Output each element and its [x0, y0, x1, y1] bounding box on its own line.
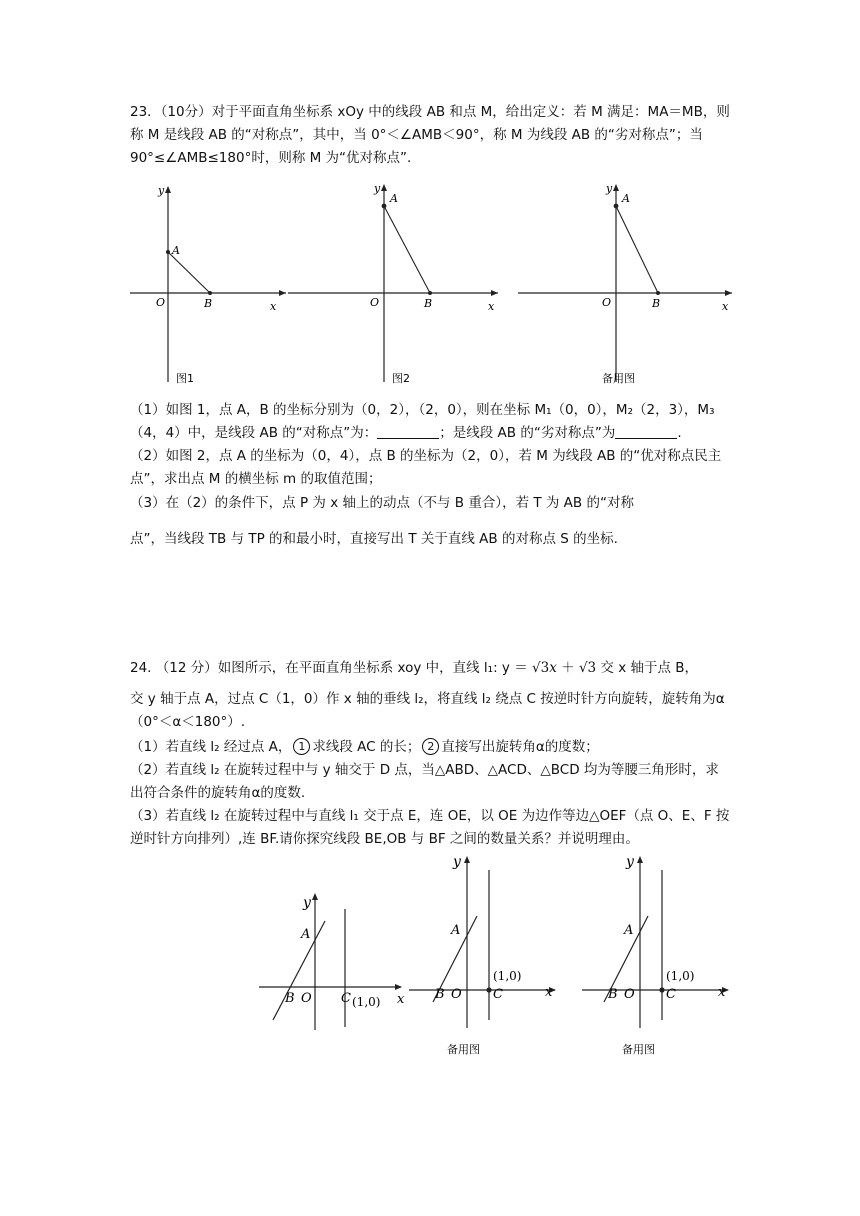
point-c-label: C [666, 987, 676, 1002]
point-b-label: B [204, 297, 213, 310]
origin-label: O [624, 987, 635, 1002]
point-a-label: A [451, 923, 461, 938]
q24-part2: （2）若直线 l₂ 在旋转过程中与 y 轴交于 D 点，当△ABD、△ACD、△BCD 均为等腰三角形时，求出符合条件的旋转角α的度数. [130, 762, 719, 801]
y-axis-label: y [626, 854, 634, 870]
figure-caption: 备用图 [602, 372, 635, 385]
q24-part1 [130, 736, 730, 759]
point-a-label: A [390, 192, 398, 205]
plus-sign: ＋ [556, 660, 579, 676]
figure-caption: 图2 [392, 372, 410, 385]
q24-line2: 交 y 轴于点 A，过点 C（1，0）作 x 轴的垂线 l₂，将直线 l₂ 绕点 C 按逆时针方向旋转，旋转角为α（0°＜α＜180°）. [130, 691, 725, 730]
point-b-label: B [424, 297, 433, 310]
figure-caption: 图1 [176, 372, 194, 385]
point-a-label: A [622, 192, 630, 205]
c-coordinate-label: (1,0) [666, 969, 695, 983]
q23-intro: 23．（10分）对于平面直角坐标系 xOy 中的线段 AB 和点 M，给出定义：若 M 满足：MA＝MB，则称 M 是线段 AB 的“对称点”，其中，当 0°＜∠AMB＜90°，称 M 为线段 AB 的“劣对称点”；当 90°≤∠AMB≤180°时，则称 M 为“优对称点”. [130, 104, 730, 166]
x-axis-label: x [718, 985, 726, 1000]
x-axis-label: x [488, 300, 495, 313]
c-coordinate-label: (1,0) [352, 995, 381, 1009]
point-c-label: C [493, 987, 503, 1002]
q23-part2: （2）如图 2，点 A 的坐标为（0，4），点 B 的坐标为（2，0），若 M 为线段 AB 的“优对称点民主点”，求出点 M 的横坐标 m 的取值范围； [130, 448, 722, 487]
sqrt3-term-2: √3 [578, 660, 597, 676]
q24-figure-2 [405, 850, 560, 1060]
q24-figure-1 [255, 885, 405, 1035]
y-axis-label: y [158, 184, 165, 197]
sqrt3-term-1: √3 [532, 660, 550, 676]
circled-number-1: 1 [293, 738, 310, 755]
origin-label: O [156, 296, 166, 309]
point-b-label: B [652, 297, 661, 310]
y-axis-label: y [374, 182, 381, 195]
origin-label: O [602, 296, 612, 309]
answer-blank-1[interactable] [377, 424, 439, 439]
origin-label: O [370, 296, 380, 309]
x-axis-label: x [397, 992, 405, 1007]
q23-figure-2 [286, 182, 501, 387]
origin-label: O [451, 987, 462, 1002]
y-axis-label: y [453, 854, 461, 870]
y-axis-label: y [606, 182, 613, 195]
q23-part1 [130, 399, 730, 445]
q24-intro [130, 657, 730, 680]
q23-part3-line2: 点”，当线段 TB 与 TP 的和最小时，直接写出 T 关于直线 AB 的对称点 S 的坐标. [130, 531, 618, 547]
point-a-label: A [301, 927, 311, 942]
origin-label: O [301, 991, 312, 1006]
point-b-label: B [435, 987, 445, 1002]
q24-figure-3 [578, 850, 733, 1060]
x-variable: x [549, 660, 557, 676]
x-axis-label: x [722, 300, 729, 313]
q24-intro-text: 24. （12 分）如图所示，在平面直角坐标系 xoy 中，直线 l₁: y ＝ [130, 660, 533, 676]
answer-blank-2[interactable] [615, 424, 677, 439]
q24-part1-text-a: （1）若直线 l₂ 经过点 A， [130, 739, 292, 755]
q23-figure-1 [128, 182, 288, 387]
figure-caption: 备用图 [622, 1043, 655, 1056]
q24-part1-text-b: 求线段 AC 的长； [312, 739, 421, 755]
point-a-label: A [624, 923, 634, 938]
point-a-label: A [172, 244, 180, 257]
q23-part1-text-b: ；是线段 AB 的“劣对称点”为 [439, 425, 616, 441]
q24-intro-tail: 交 x 轴于点 B， [596, 660, 699, 676]
circled-number-2: 2 [422, 738, 439, 755]
q23-part3-line1: （3）在（2）的条件下，点 P 为 x 轴上的动点（不与 B 重合），若 T 为 AB 的“对称 [130, 495, 634, 511]
q23-part1-text-a: （1）如图 1，点 A，B 的坐标分别为（0，2），（2，0），则在坐标 M₁（0，0），M₂（2，3），M₃（4，4）中，是线段 AB 的“对称点”为： [130, 402, 715, 441]
y-axis-label: y [303, 895, 311, 911]
x-axis-label: x [270, 300, 277, 313]
point-b-label: B [285, 991, 295, 1006]
figure-caption: 备用图 [447, 1043, 480, 1056]
q24-part3: （3）若直线 l₂ 在旋转过程中与直线 l₁ 交于点 E，连 OE，以 OE 为边作等边△OEF（点 O、E、F 按逆时针方向排列）,连 BF.请你探究线段 BE,OB 与 BF 之间的数量关系？并说明理由。 [130, 808, 730, 847]
q24-part1-text-c: 直接写出旋转角α的度数； [441, 739, 599, 755]
x-axis-label: x [545, 985, 553, 1000]
c-coordinate-label: (1,0) [493, 969, 522, 983]
q23-part1-text-c: . [677, 425, 682, 441]
q23-figure-3 [516, 182, 736, 387]
point-b-label: B [608, 987, 618, 1002]
point-c-label: C [341, 991, 351, 1006]
